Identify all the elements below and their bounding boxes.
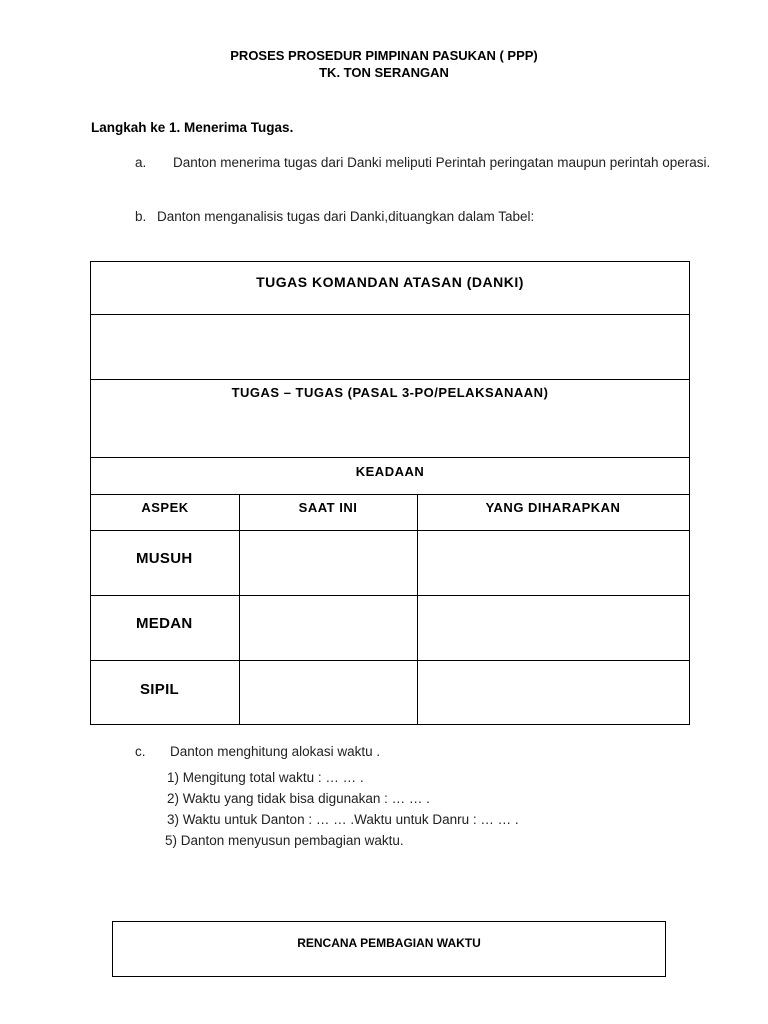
cell-enemy-expected (418, 531, 689, 595)
time-plan-table (112, 921, 666, 977)
column-header-current: SAAT INI (298, 500, 358, 515)
table-divider (91, 494, 689, 495)
time-list-item: 1) Mengitung total waktu : … … . (167, 770, 364, 785)
document-title: PROSES PROSEDUR PIMPINAN PASUKAN ( PPP) (230, 48, 538, 63)
cell-civil-expected (418, 661, 689, 724)
time-list-item: 3) Waktu untuk Danton : … … .Waktu untuk Danru : … … . (167, 812, 519, 827)
paragraph-b-marker: b. (135, 209, 147, 224)
row-aspect-civil: SIPIL (140, 681, 180, 698)
row-aspect-enemy: MUSUH (136, 550, 193, 567)
column-header-expected: YANG DIHARAPKAN (485, 500, 621, 515)
cell-enemy-current (240, 531, 417, 595)
step-heading: Langkah ke 1. Menerima Tugas. (91, 120, 294, 135)
row-aspect-terrain: MEDAN (136, 615, 193, 632)
table-header-tasks: TUGAS – TUGAS (PASAL 3-PO/PELAKSANAAN) (231, 385, 549, 400)
cell-terrain-expected (418, 596, 689, 660)
table-header-state: KEADAAN (355, 464, 425, 479)
paragraph-a-text: Danton menerima tugas dari Danki meliputi Perintah peringatan maupun perintah operasi. (173, 155, 711, 170)
column-header-aspect: ASPEK (141, 500, 189, 515)
cell-terrain-current (240, 596, 417, 660)
paragraph-a-marker: a. (135, 155, 147, 170)
cell-civil-current (240, 661, 417, 724)
task-analysis-table (90, 261, 690, 725)
paragraph-c-text: Danton menghitung alokasi waktu . (170, 744, 381, 759)
document-subtitle: TK. TON SERANGAN (319, 65, 449, 80)
time-list-item: 2) Waktu yang tidak bisa digunakan : … … . (167, 791, 430, 806)
paragraph-c-marker: c. (135, 744, 146, 759)
danki-task-cell (91, 315, 689, 379)
time-plan-title: RENCANA PEMBAGIAN WAKTU (297, 936, 481, 950)
paragraph-a (135, 154, 714, 172)
table-divider (91, 379, 689, 380)
paragraph-b-text: Danton menganalisis tugas dari Danki,dituangkan dalam Tabel: (157, 209, 535, 224)
paragraph-b (135, 208, 534, 226)
paragraph-c (135, 743, 380, 761)
time-list-item: 5) Danton menyusun pembagian waktu. (165, 833, 404, 848)
table-divider (91, 457, 689, 458)
table-header-danki: TUGAS KOMANDAN ATASAN (DANKI) (256, 274, 524, 290)
